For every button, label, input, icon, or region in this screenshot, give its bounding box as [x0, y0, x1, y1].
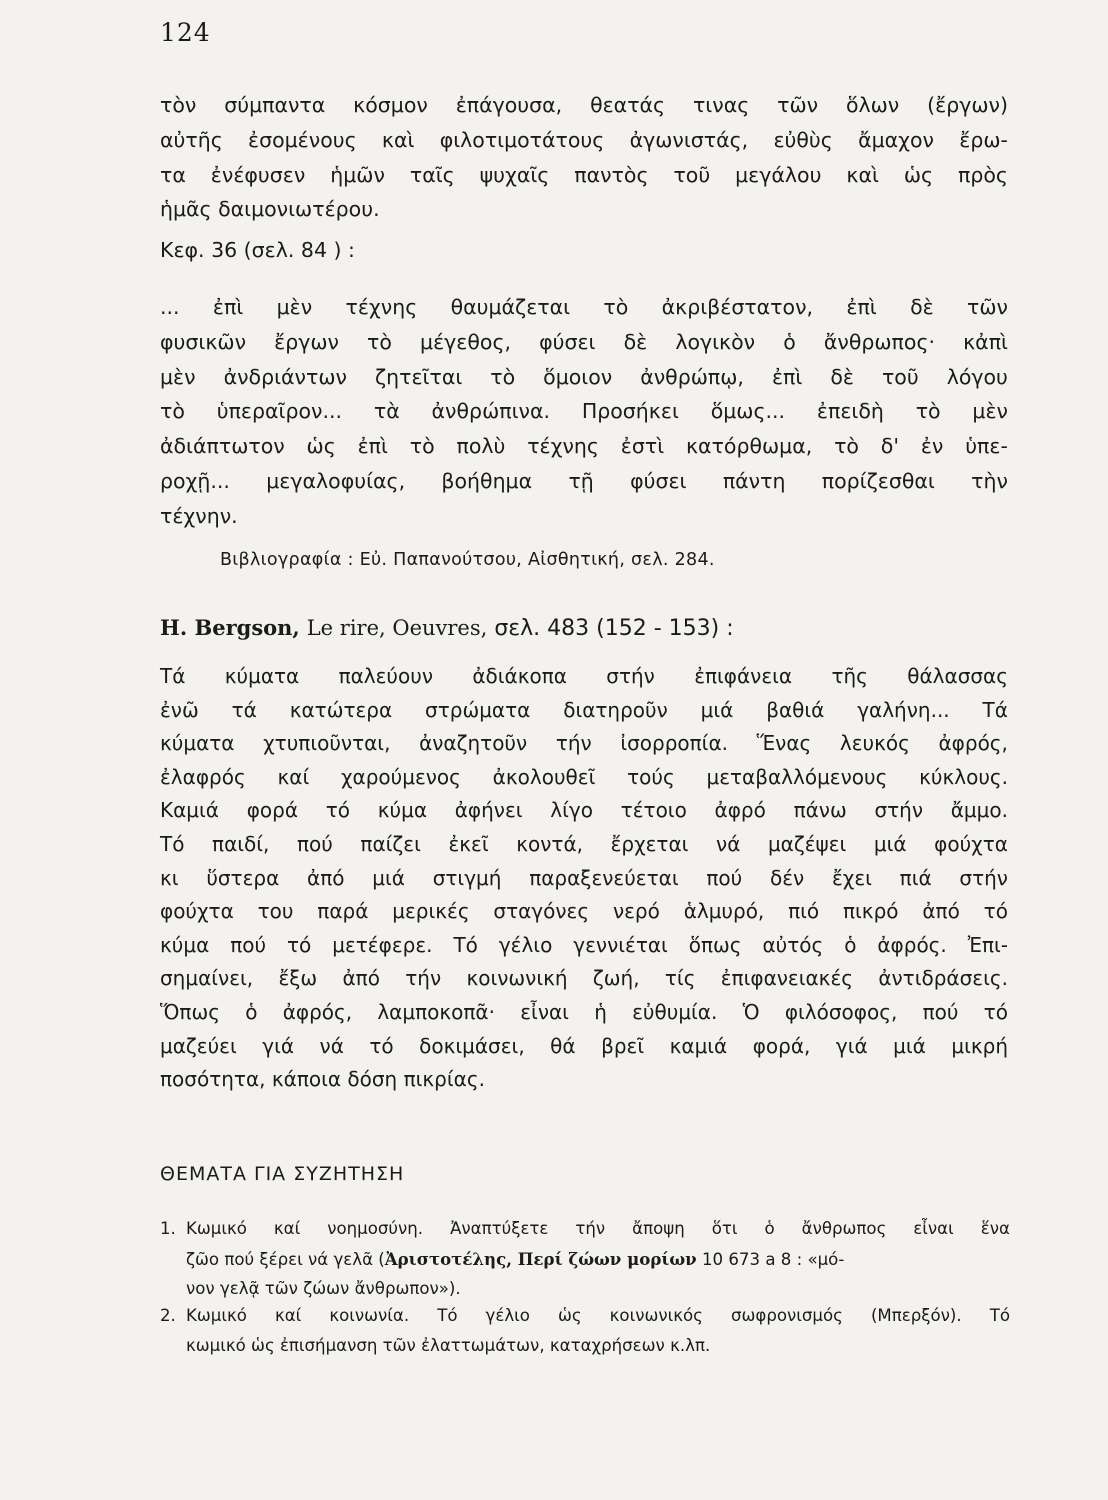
text-line: ἐνῶ τά κατώτερα στρώματα διατηροῦν μιά βαθιά γαλήνη... Τά	[160, 697, 1008, 722]
text-line: κύματα χτυπιοῦνται, ἀναζητοῦν τήν ἰσορροπία. Ἕνας λευκός ἀφρός,	[160, 731, 1008, 756]
heading-reference: σελ. 483 (152 - 153) :	[494, 616, 734, 641]
text-line: τὸ ὑπεραῖρον... τὰ ἀνθρώπινα. Προσήκει ὅμως... ἐπειδὴ τὸ μὲν	[160, 399, 1008, 424]
text-line: φυσικῶν ἔργων τὸ μέγεθος, φύσει δὲ λογικὸν ὁ ἄνθρωπος· κἀπὶ	[160, 329, 1008, 354]
topic-text: ζῶο πού ξέρει νά γελᾶ (Ἀριστοτέλης, Περί ζώων μορίων 10 673 a 8 : «μό-	[186, 1249, 845, 1269]
text-line: Τό παιδί, πού παίζει ἐκεῖ κοντά, ἔρχεται νά μαζέψει μιά φούχτα	[160, 831, 1008, 856]
topic-line: νον γελᾷ τῶν ζώων ἄνθρωπον»).	[186, 1279, 461, 1298]
text-line: Τά κύματα παλεύουν ἀδιάκοπα στήν ἐπιφάνεια τῆς θάλασσας	[160, 664, 1008, 688]
topic-number: 1.	[160, 1219, 176, 1238]
bergson-heading	[160, 615, 734, 641]
text-line: Ὅπως ὁ ἀφρός, λαμποκοπᾶ· εἶναι ἡ εὐθυμία. Ὁ φιλόσοφος, πού τό	[160, 999, 1008, 1024]
topic-line: Κωμικό καί νοημοσύνη. Ἀναπτύξετε τήν ἄποψη ὅτι ὁ ἄνθρωπος εἶναι ἕνα	[186, 1219, 1010, 1238]
text-line: μὲν ἀνδριάντων ζητεῖται τὸ ὅμοιον ἀνθρώπῳ, ἐπὶ δὲ τοῦ λόγου	[160, 364, 1008, 389]
topic-line	[160, 1244, 1010, 1274]
text-line: ἡμᾶς δαιμονιωτέρου.	[160, 197, 380, 222]
text-line: κύμα πού τό μετέφερε. Τό γέλιο γεννιέται ὅπως αὐτός ὁ ἀφρός. Ἐπι-	[160, 932, 1008, 957]
discussion-topic-1	[160, 1214, 1010, 1304]
text-line: μαζεύει γιά νά τό δοκιμάσει, θά βρεῖ καμιά φορά, γιά μιά μικρή	[160, 1033, 1008, 1058]
text-line: τα ἐνέφυσεν ἡμῶν ταῖς ψυχαῖς παντὸς τοῦ μεγάλου καὶ ὡς πρὸς	[160, 162, 1008, 187]
quote-paragraph	[160, 290, 1008, 534]
text-line: σημαίνει, ἔξω ἀπό τήν κοινωνική ζωή, τίς ἐπιφανειακές ἀντιδράσεις.	[160, 966, 1008, 991]
topic-line: Κωμικό καί κοινωνία. Τό γέλιο ὡς κοινωνικός σωφρονισμός (Μπερξόν). Τό	[186, 1306, 1010, 1325]
text-line: ἐλαφρός καί χαρούμενος ἀκολουθεῖ τούς μεταβαλλόμενους κύκλους.	[160, 764, 1008, 789]
heading-author: H. Bergson,	[160, 615, 300, 640]
heading-work: Le rire, Oeuvres,	[306, 616, 488, 640]
chapter-reference: Κεφ. 36 (σελ. 84 ) :	[160, 238, 355, 262]
text-line: φούχτα του παρά μερικές σταγόνες νερό ἁλμυρό, πιό πικρό ἀπό τό	[160, 899, 1008, 924]
text-line: κι ὕστερα ἀπό μιά στιγμή παραξενεύεται πού δέν ἔχει πιά στήν	[160, 865, 1008, 890]
topic-number: 2.	[160, 1306, 176, 1325]
text-line: ... ἐπὶ μὲν τέχνης θαυμάζεται τὸ ἀκριβέστατον, ἐπὶ δὲ τῶν	[160, 295, 1008, 319]
bergson-paragraph	[160, 660, 1008, 1097]
page-number: 124	[160, 18, 211, 47]
text-line: ἀδιάπτωτον ὡς ἐπὶ τὸ πολὺ τέχνης ἐστὶ κατόρθωμα, τὸ δ' ἐν ὑπε-	[160, 434, 1008, 459]
intro-paragraph	[160, 88, 1008, 227]
discussion-topic-2	[160, 1301, 1010, 1361]
topic-line: κωμικό ὡς ἐπισήμανση τῶν ἐλαττωμάτων, καταχρήσεων κ.λπ.	[186, 1336, 711, 1355]
text-line: αὐτῆς ἐσομένους καὶ φιλοτιμοτάτους ἀγωνιστάς, εὐθὺς ἄμαχον ἔρω-	[160, 127, 1008, 152]
text-line: ποσότητα, κάποια δόση πικρίας.	[160, 1067, 485, 1092]
cited-work: Ἀριστοτέλης, Περί ζώων μορίων	[384, 1249, 697, 1269]
text-line: Καμιά φορά τό κύμα ἀφήνει λίγο τέτοιο ἀφρό πάνω στήν ἄμμο.	[160, 798, 1008, 823]
text-line: ροχῇ... μεγαλοφυίας, βοήθημα τῇ φύσει πάντη πορίζεσθαι τὴν	[160, 468, 1008, 493]
text-line: τέχνην.	[160, 503, 238, 528]
bibliography-note: Βιβλιογραφία : Εὐ. Παπανούτσου, Αἰσθητική, σελ. 284.	[220, 550, 715, 570]
section-title: ΘΕΜΑΤΑ ΓΙΑ ΣΥΖΗΤΗΣΗ	[160, 1163, 405, 1185]
text-line: τὸν σύμπαντα κόσμον ἐπάγουσα, θεατάς τινας τῶν ὅλων (ἔργων)	[160, 93, 1008, 117]
